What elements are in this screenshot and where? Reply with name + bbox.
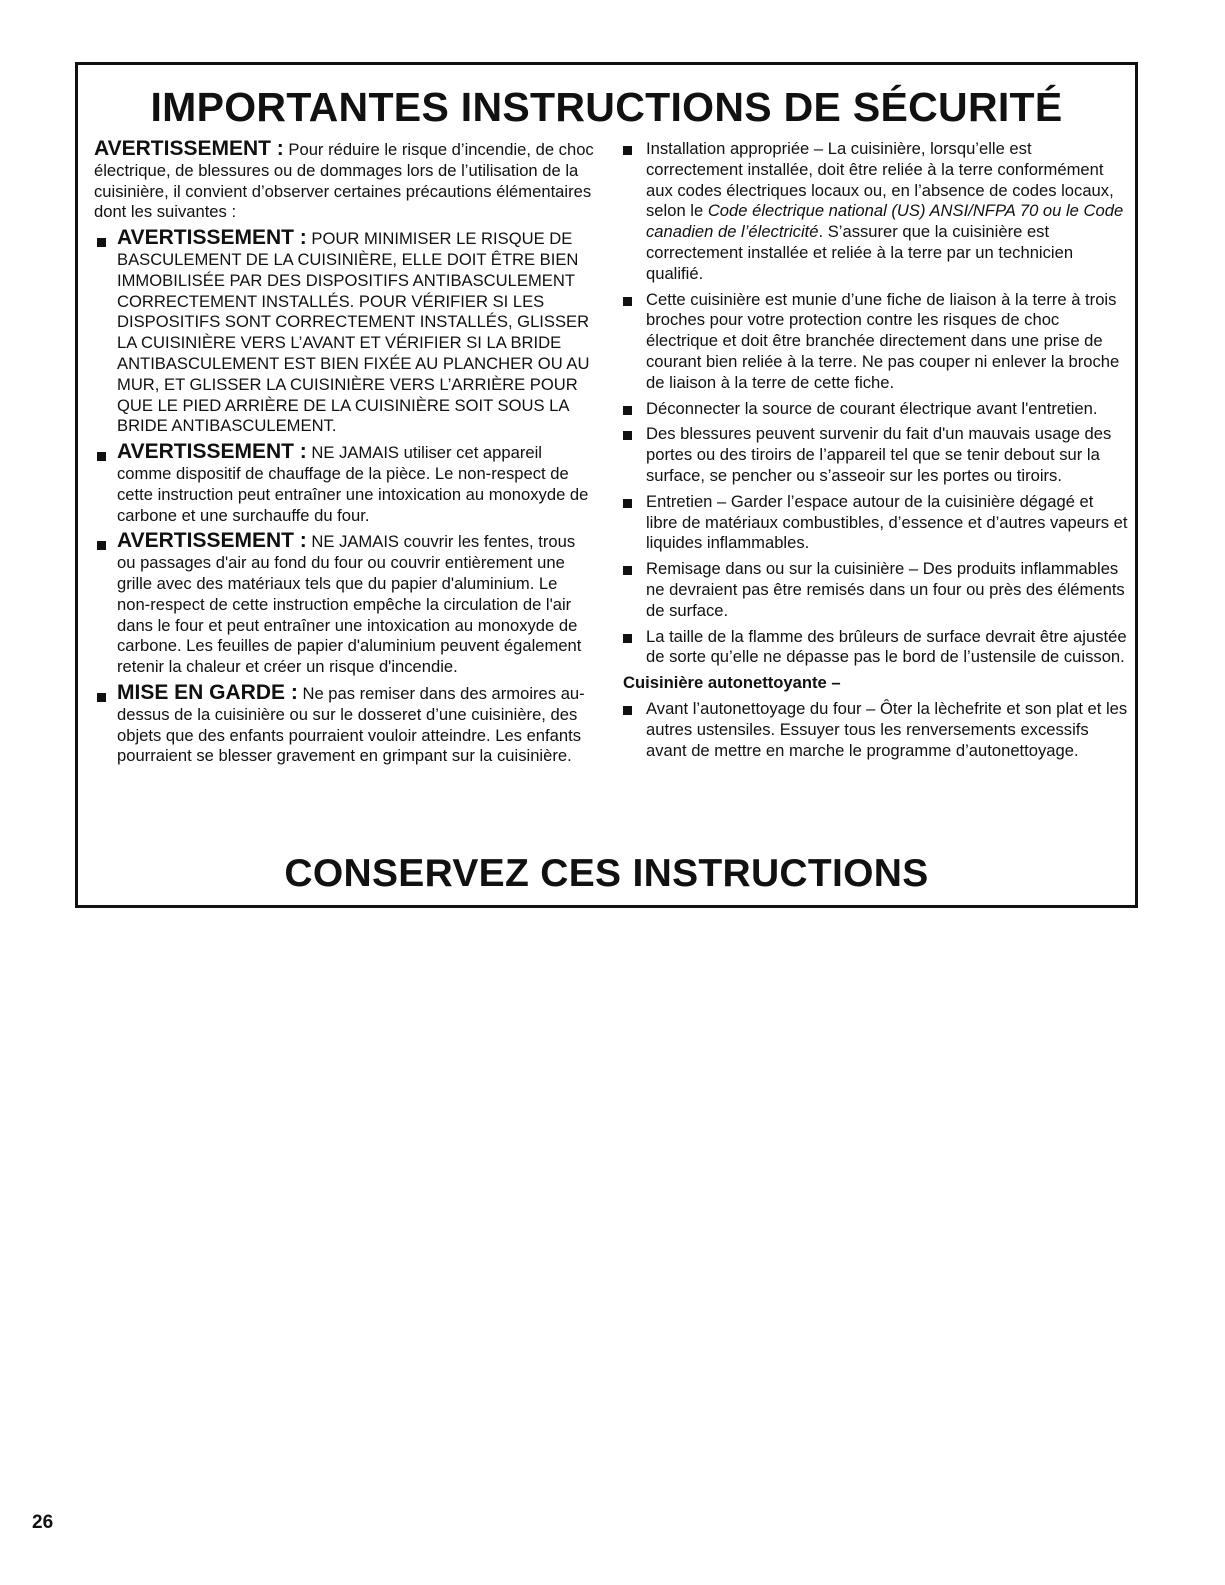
page-title: IMPORTANTES INSTRUCTIONS DE SÉCURITÉ <box>150 84 1063 130</box>
warning-label: AVERTISSEMENT : <box>117 440 307 464</box>
warning-text: POUR MINIMISER LE RISQUE DE BASCULEMENT DE LA CUISINIÈRE, ELLE DOIT ÊTRE BIEN IMMOBILISÉE PAR DES DISPOSITIFS ANTIBASCULEMENT CORRECTEMENT INSTALLÉS. POUR VÉRIFIER SI LES DISPOSITIFS SONT CORRECTEMENT INSTALLÉS, GLISSER LA CUISINIÈRE VERS L’AVANT ET VÉRIFIER SI LA BRIDE ANTIBASCULEMENT EST BIEN FIXÉE AU PLANCHER OU AU MUR, ET GLISSER LA CUISINIÈRE VERS L’ARRIÈRE POUR QUE LE PIED ARRIÈRE DE LA CUISINIÈRE SOIT SOUS LA BRIDE ANTIBASCULEMENT. <box>117 229 590 436</box>
list-item <box>623 399 1128 420</box>
square-bullet-icon <box>97 541 106 550</box>
warning-label: AVERTISSEMENT : <box>117 226 307 250</box>
intro-warning-label: AVERTISSEMENT : <box>94 137 284 160</box>
item-text: Remisage dans ou sur la cuisinière – Des produits inflammables ne devraient pas être remisés dans un four ou près des éléments de surface. <box>646 559 1125 620</box>
item-text: . S’assurer que la cuisinière est correctement installée et reliée à la terre par un technicien qualifié. <box>646 222 1074 283</box>
list-item <box>623 424 1128 486</box>
square-bullet-icon <box>623 566 632 575</box>
item-text: La taille de la flamme des brûleurs de surface devrait être ajustée de sorte qu’elle ne dépasse pas le bord de l’ustensile de cuisson. <box>646 626 1127 667</box>
item-text: Avant l’autonettoyage du four – Ôter la lèchefrite et son plat et les autres ustensiles. Essuyer tous les renversements excessifs avant de mettre en marche le programme d’autonettoyage. <box>646 698 1128 760</box>
list-item <box>623 290 1128 394</box>
safety-instructions-box <box>75 62 1138 908</box>
square-bullet-icon <box>623 634 632 643</box>
code-reference: Code électrique national (US) ANSI/NFPA 70 ou le Code canadien de l’électricité <box>646 201 1124 242</box>
left-column <box>94 139 594 767</box>
square-bullet-icon <box>97 452 106 461</box>
item-text: Entretien – Garder l’espace autour de la cuisinière dégagé et libre de matériaux combustibles, d’essence et d’autres vapeurs et liquides inflammables. <box>646 491 1128 553</box>
list-item <box>623 559 1128 621</box>
square-bullet-icon <box>623 406 632 415</box>
item-text: Des blessures peuvent survenir du fait d'un mauvais usage des portes ou des tiroirs de l’appareil tel que se tenir debout sur la surface, se pencher ou s’asseoir sur les portes ou tiroirs. <box>646 424 1112 485</box>
square-bullet-icon <box>97 693 106 702</box>
intro-text: Pour réduire le risque d’incendie, de choc électrique, de blessures ou de dommages lors de l’utilisation de la cuisinière, il convient d’observer certaines précautions élémentaires dont les suivantes : <box>94 140 594 222</box>
warning-text: NE JAMAIS couvrir les fentes, trous ou passages d'air au fond du four ou couvrir entièrement une grille avec des matériaux tels que du papier d'aluminium. Le non-respect de cette instruction empêche la circulation de l'air dans le four et peut entraîner une intoxication au monoxyde de carbone. Les feuilles de papier d'aluminium peuvent également retenir la chaleur et créer un risque d'incendie. <box>117 532 582 677</box>
intro-paragraph <box>94 139 594 223</box>
list-item <box>94 680 594 767</box>
item-text: Installation appropriée – La cuisinière, lorsqu’elle est correctement installée, doit être reliée à la terre conformément aux codes électriques locaux ou, en l’absence de codes locaux, selon le <box>646 139 1114 221</box>
item-text: Cette cuisinière est munie d’une fiche de liaison à la terre à trois broches pour votre protection contre les risques de choc électrique et doit être branchée directement dans une prise de courant bien reliée à la terre. Ne pas couper ni enlever la broche de liaison à la terre de cette fiche. <box>646 289 1120 392</box>
item-text: Déconnecter la source de courant électrique avant l'entretien. <box>646 398 1098 418</box>
list-item <box>94 228 594 437</box>
list-item <box>623 492 1128 554</box>
square-bullet-icon <box>623 499 632 508</box>
square-bullet-icon <box>97 238 106 247</box>
list-item <box>623 139 1128 285</box>
list-item <box>94 442 594 526</box>
square-bullet-icon <box>623 706 632 715</box>
caution-text: Ne pas remiser dans des armoires au-dessus de la cuisinière ou sur le dosseret d’une cuisinière, des objets que des enfants pourraient vouloir atteindre. Les enfants pourraient se blesser gravement en grimpant sur la cuisinière. <box>117 683 585 766</box>
warning-label: AVERTISSEMENT : <box>117 529 307 553</box>
page-number: 26 <box>32 1512 54 1533</box>
caution-label: MISE EN GARDE : <box>117 680 298 704</box>
list-item <box>94 531 594 678</box>
square-bullet-icon <box>623 431 632 440</box>
right-column <box>623 139 1128 761</box>
save-instructions-title: CONSERVEZ CES INSTRUCTIONS <box>284 852 929 895</box>
warning-text: NE JAMAIS utiliser cet appareil comme dispositif de chauffage de la pièce. Le non-respect de cette instruction peut entraîner une intoxication au monoxyde de carbone et une surchauffe du four. <box>117 443 589 525</box>
square-bullet-icon <box>623 146 632 155</box>
self-clean-subheading: Cuisinière autonettoyante – <box>623 673 841 693</box>
list-item <box>623 627 1128 669</box>
list-item <box>623 699 1128 761</box>
square-bullet-icon <box>623 297 632 306</box>
